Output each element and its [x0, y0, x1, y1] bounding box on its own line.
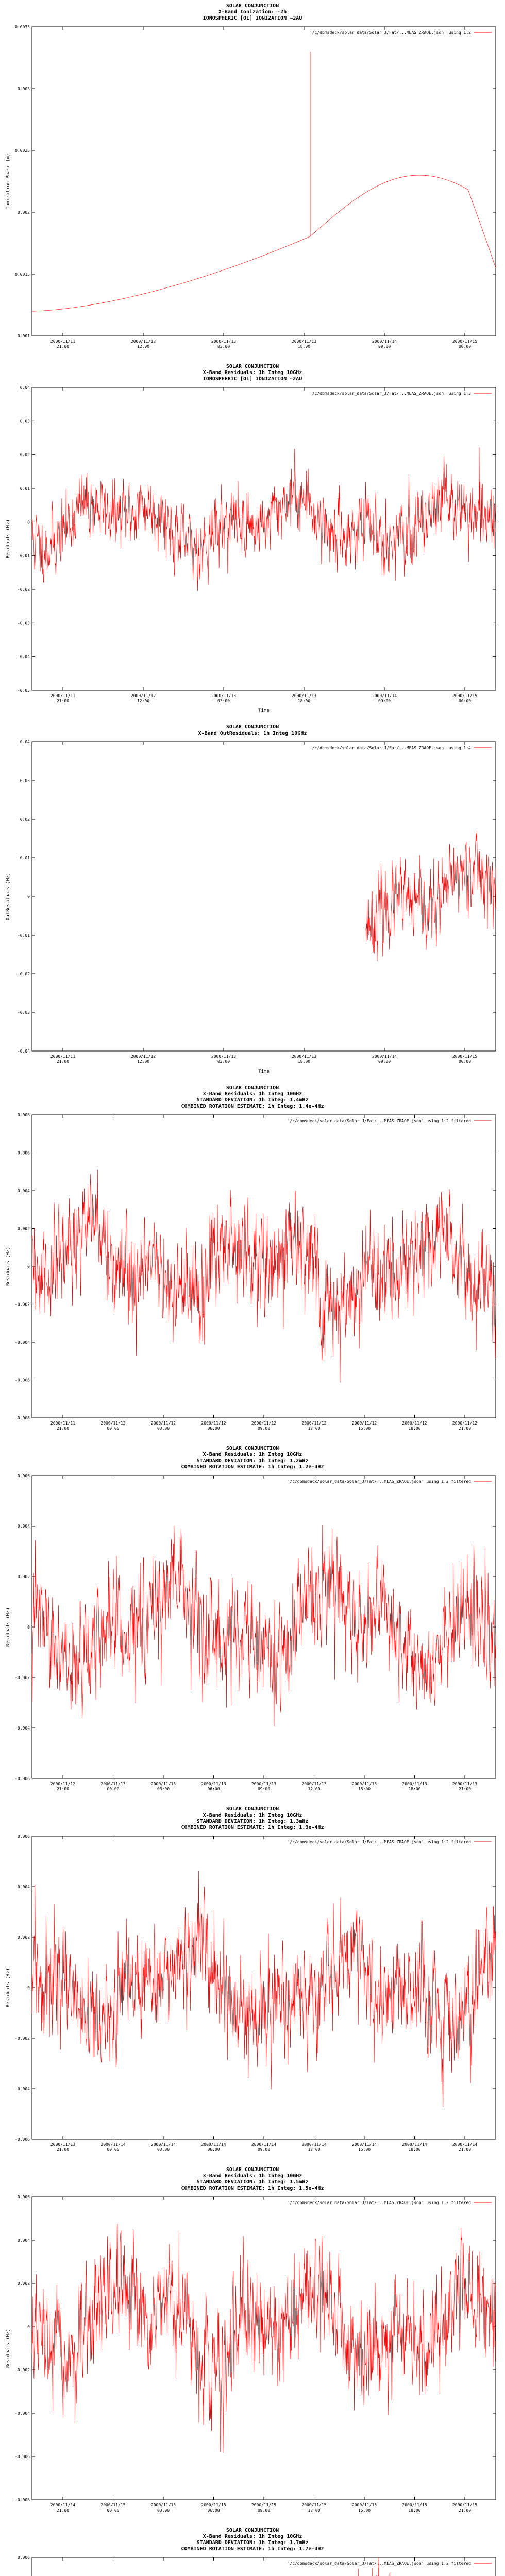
legend-label: '/c/dbmsdeck/solar_data/Solar_J/Fat/...MEAS_ZRAOE.json' using 1:2 filtered — [287, 1118, 471, 1123]
legend-label: '/c/dbmsdeck/solar_data/Solar_J/Fat/...MEAS_ZRAOE.json' using 1:2 filtered — [287, 2200, 471, 2205]
y-tick-label: -0.03 — [17, 621, 30, 626]
y-tick-label: 0.004 — [17, 2238, 30, 2243]
chart-title-line: IONOSPHERIC [OL] IONIZATION ~2AU — [203, 376, 302, 382]
x-tick-label: 2000/11/14 06:00 — [201, 2142, 226, 2152]
chart-title-line: X-Band Residuals: 1h Integ 10GHz — [203, 1091, 302, 1097]
y-tick-label: -0.006 — [15, 2137, 30, 2142]
y-tick-label: 0.006 — [17, 2555, 30, 2560]
x-tick-label: 2000/11/15 21:00 — [452, 2503, 478, 2513]
chart-svg — [0, 361, 505, 721]
x-tick-label: 2000/11/14 09:00 — [372, 1054, 397, 1064]
series-line — [32, 1525, 496, 1726]
y-tick-label: -0.006 — [15, 1776, 30, 1781]
chart-title-line: COMBINED ROTATION ESTIMATE: 1h Integ: 1.3e-4Hz — [181, 1825, 324, 1831]
x-tick-label: 2000/11/14 00:00 — [100, 2142, 126, 2152]
chart-panel — [0, 1082, 505, 1443]
x-tick-label: 2000/11/12 12:00 — [130, 1054, 156, 1064]
y-tick-label: 0.03 — [20, 778, 30, 783]
chart-title-line: COMBINED ROTATION ESTIMATE: 1h Integ: 1.2e-4Hz — [181, 1464, 324, 1470]
y-tick-label: 0.004 — [17, 1885, 30, 1889]
x-tick-label: 2000/11/15 00:00 — [100, 2503, 126, 2513]
chart-title-line: X-Band Residuals: 1h Integ 10GHz — [203, 1812, 302, 1818]
chart-title-line: SOLAR CONJUNCTION — [226, 1446, 279, 1451]
chart-title-line: X-Band OutResiduals: 1h Integ 10GHz — [198, 731, 307, 736]
x-tick-label: 2000/11/15 00:00 — [452, 1054, 478, 1064]
chart-title-line: SOLAR CONJUNCTION — [226, 724, 279, 730]
x-tick-label: 2000/11/14 15:00 — [351, 2142, 377, 2152]
x-tick-label: 2000/11/11 21:00 — [50, 1054, 76, 1064]
y-tick-label: 0.002 — [17, 1574, 30, 1579]
x-tick-label: 2000/11/12 12:00 — [130, 693, 156, 703]
chart-svg — [0, 0, 505, 361]
y-tick-label: 0.004 — [17, 1189, 30, 1193]
y-axis-label: Residuals (Hz) — [6, 1968, 11, 2007]
x-tick-label: 2000/11/13 09:00 — [251, 1782, 277, 1791]
chart-title-line: SOLAR CONJUNCTION — [226, 2167, 279, 2173]
y-tick-label: -0.04 — [17, 654, 30, 659]
x-tick-label: 2000/11/15 09:00 — [251, 2503, 277, 2513]
plot-frame — [32, 387, 496, 690]
y-axis-label: Residuals (Hz) — [6, 1607, 11, 1647]
x-tick-label: 2000/11/13 03:00 — [211, 1054, 237, 1064]
x-tick-label: 2000/11/12 06:00 — [201, 1421, 226, 1431]
y-tick-label: 0.01 — [20, 486, 30, 491]
chart-svg — [0, 2164, 505, 2524]
y-tick-label: 0.0025 — [15, 148, 30, 153]
y-tick-label: 0 — [27, 2325, 30, 2329]
x-tick-label: 2000/11/12 12:00 — [301, 1421, 327, 1431]
y-tick-label: 0.001 — [17, 334, 30, 338]
x-tick-label: 2000/11/13 21:00 — [50, 2142, 76, 2152]
chart-panel — [0, 2164, 505, 2524]
legend-label: '/c/dbmsdeck/solar_data/Solar_J/Fat/...MEAS_ZRAOE.json' using 1:2 filtered — [287, 2561, 471, 2566]
x-tick-label: 2000/11/11 21:00 — [50, 1421, 76, 1431]
series-line — [32, 2224, 496, 2453]
y-tick-label: 0.04 — [20, 385, 30, 390]
series-line — [366, 831, 496, 961]
y-tick-label: -0.03 — [17, 1010, 30, 1015]
x-tick-label: 2000/11/14 21:00 — [50, 2503, 76, 2513]
chart-title-line: SOLAR CONJUNCTION — [226, 1085, 279, 1091]
x-tick-label: 2000/11/11 21:00 — [50, 693, 76, 703]
x-tick-label: 2000/11/13 06:00 — [201, 1782, 226, 1791]
x-tick-label: 2000/11/12 00:00 — [100, 1421, 126, 1431]
y-tick-label: 0.002 — [17, 2281, 30, 2286]
y-tick-label: 0.004 — [17, 1524, 30, 1529]
chart-title-line: STANDARD DEVIATION: 1h Integ: 1.7mHz — [196, 2540, 309, 2546]
chart-title-line: STANDARD DEVIATION: 1h Integ: 1.2mHz — [196, 1458, 309, 1464]
x-tick-label: 2000/11/14 12:00 — [301, 2142, 327, 2152]
x-tick-label: 2000/11/12 12:00 — [130, 339, 156, 349]
y-tick-label: 0.002 — [17, 210, 30, 215]
x-tick-label: 2000/11/15 03:00 — [150, 2503, 176, 2513]
y-axis-label: Residuals (Hz) — [6, 1247, 11, 1286]
y-tick-label: 0 — [27, 894, 30, 899]
y-axis-label: Ionization Phase (m) — [6, 153, 11, 210]
y-tick-label: -0.006 — [15, 1378, 30, 1383]
y-tick-label: -0.004 — [15, 1340, 30, 1345]
y-tick-label: -0.05 — [17, 688, 30, 693]
y-tick-label: 0 — [27, 1986, 30, 1990]
x-tick-label: 2000/11/15 12:00 — [301, 2503, 327, 2513]
chart-title-line: COMBINED ROTATION ESTIMATE: 1h Integ: 1.4e-4Hz — [181, 1104, 324, 1109]
y-tick-label: 0 — [27, 1625, 30, 1630]
x-tick-label: 2000/11/14 03:00 — [150, 2142, 176, 2152]
chart-panel — [0, 1803, 505, 2164]
legend-label: '/c/dbmsdeck/solar_data/Solar_J/Fat/...MEAS_ZRAOE.json' using 1:4 — [309, 745, 471, 750]
series-line — [32, 52, 496, 311]
chart-title-line: STANDARD DEVIATION: 1h Integ: 1.4mHz — [196, 1097, 309, 1103]
y-tick-label: -0.02 — [17, 587, 30, 592]
y-tick-label: -0.006 — [15, 2454, 30, 2459]
y-tick-label: 0.006 — [17, 1834, 30, 1839]
chart-title-line: X-Band Residuals: 1h Integ 10GHz — [203, 2173, 302, 2179]
y-tick-label: 0.008 — [17, 1113, 30, 1117]
x-tick-label: 2000/11/14 21:00 — [452, 2142, 478, 2152]
y-axis-label: Residuals (Hz) — [6, 2329, 11, 2368]
legend-label: '/c/dbmsdeck/solar_data/Solar_J/Fat/...MEAS_ZRAOE.json' using 1:3 — [309, 391, 471, 396]
x-axis-label: Time — [258, 1069, 270, 1074]
x-tick-label: 2000/11/13 15:00 — [351, 1782, 377, 1791]
y-tick-label: -0.004 — [15, 2087, 30, 2091]
series-line — [32, 1871, 496, 2107]
legend-label: '/c/dbmsdeck/solar_data/Solar_J/Fat/...MEAS_ZRAOE.json' using 1:2 filtered — [287, 1840, 471, 1844]
y-axis-label: Residuals (Hz) — [6, 519, 11, 558]
y-tick-label: 0.04 — [20, 740, 30, 744]
y-tick-label: -0.002 — [15, 2036, 30, 2041]
chart-title-line: X-Band Residuals: 1h Integ 10GHz — [203, 1452, 302, 1458]
x-axis-label: Time — [258, 708, 270, 714]
plot-frame — [32, 742, 496, 1051]
chart-panel — [0, 2524, 505, 2576]
x-tick-label: 2000/11/13 12:00 — [301, 1782, 327, 1791]
y-tick-label: -0.01 — [17, 933, 30, 938]
y-tick-label: -0.01 — [17, 553, 30, 558]
x-tick-label: 2000/11/12 03:00 — [150, 1421, 176, 1431]
y-tick-label: 0 — [27, 520, 30, 525]
chart-title-line: COMBINED ROTATION ESTIMATE: 1h Integ: 1.5e-4Hz — [181, 2185, 324, 2191]
y-tick-label: -0.008 — [15, 2498, 30, 2502]
x-tick-label: 2000/11/13 18:00 — [291, 693, 317, 703]
chart-title-line: SOLAR CONJUNCTION — [226, 2528, 279, 2533]
x-tick-label: 2000/11/12 15:00 — [351, 1421, 377, 1431]
x-tick-label: 2000/11/13 18:00 — [291, 1054, 317, 1064]
chart-svg — [0, 1443, 505, 1803]
x-tick-label: 2000/11/12 18:00 — [402, 1421, 427, 1431]
y-tick-label: 0.0035 — [15, 25, 30, 29]
x-tick-label: 2000/11/15 06:00 — [201, 2503, 226, 2513]
y-tick-label: 0.02 — [20, 817, 30, 822]
x-tick-label: 2000/11/14 09:00 — [251, 2142, 277, 2152]
y-tick-label: 0.03 — [20, 419, 30, 424]
x-tick-label: 2000/11/14 09:00 — [372, 693, 397, 703]
chart-panel — [0, 361, 505, 721]
chart-title-line: X-Band Ionization: ~2h — [218, 9, 287, 15]
x-tick-label: 2000/11/15 15:00 — [351, 2503, 377, 2513]
x-tick-label: 2000/11/11 21:00 — [50, 339, 76, 349]
x-tick-label: 2000/11/12 21:00 — [50, 1782, 76, 1791]
chart-title-line: STANDARD DEVIATION: 1h Integ: 1.5mHz — [196, 2179, 309, 2185]
x-tick-label: 2000/11/15 00:00 — [452, 693, 478, 703]
y-tick-label: 0.0015 — [15, 272, 30, 277]
chart-title-line: SOLAR CONJUNCTION — [226, 364, 279, 369]
y-tick-label: 0.02 — [20, 452, 30, 457]
chart-title-line: COMBINED ROTATION ESTIMATE: 1h Integ: 1.7e-4Hz — [181, 2546, 324, 2552]
y-tick-label: -0.002 — [15, 1675, 30, 1680]
y-tick-label: 0.003 — [17, 87, 30, 91]
chart-panel — [0, 721, 505, 1082]
chart-title-line: IONOSPHERIC [OL] IONIZATION ~2AU — [203, 15, 302, 21]
x-tick-label: 2000/11/13 03:00 — [150, 1782, 176, 1791]
x-tick-label: 2000/11/12 09:00 — [251, 1421, 277, 1431]
x-tick-label: 2000/11/13 21:00 — [452, 1782, 478, 1791]
series-line — [32, 447, 496, 591]
chart-title-line: STANDARD DEVIATION: 1h Integ: 1.3mHz — [196, 1819, 309, 1824]
y-tick-label: 0.01 — [20, 856, 30, 860]
y-tick-label: 0.002 — [17, 1935, 30, 1940]
y-tick-label: -0.002 — [15, 1302, 30, 1307]
plot-frame — [32, 1476, 496, 1778]
x-tick-label: 2000/11/12 21:00 — [452, 1421, 478, 1431]
chart-panel — [0, 1443, 505, 1803]
legend-label: '/c/dbmsdeck/solar_data/Solar_J/Fat/...MEAS_ZRAOE.json' using 1:2 — [309, 30, 471, 35]
x-tick-label: 2000/11/13 00:00 — [100, 1782, 126, 1791]
chart-title-line: SOLAR CONJUNCTION — [226, 1806, 279, 1812]
y-tick-label: -0.004 — [15, 2411, 30, 2416]
x-tick-label: 2000/11/13 03:00 — [211, 339, 237, 349]
y-tick-label: 0.002 — [17, 1226, 30, 1231]
chart-svg — [0, 721, 505, 1082]
x-tick-label: 2000/11/13 18:00 — [402, 1782, 427, 1791]
chart-svg — [0, 1082, 505, 1443]
y-axis-label: OutResiduals (Hz) — [6, 872, 11, 921]
y-tick-label: 0 — [27, 1264, 30, 1269]
y-tick-label: 0.006 — [17, 1473, 30, 1478]
y-tick-label: -0.008 — [15, 1416, 30, 1420]
x-tick-label: 2000/11/14 09:00 — [372, 339, 397, 349]
x-tick-label: 2000/11/15 18:00 — [402, 2503, 427, 2513]
y-tick-label: 0.006 — [17, 2195, 30, 2199]
chart-panel — [0, 0, 505, 361]
chart-svg — [0, 2524, 505, 2576]
plot-frame — [32, 27, 496, 336]
chart-svg — [0, 1803, 505, 2164]
y-tick-label: 0.006 — [17, 1150, 30, 1156]
chart-title-line: X-Band Residuals: 1h Integ 10GHz — [203, 370, 302, 376]
x-tick-label: 2000/11/15 00:00 — [452, 339, 478, 349]
chart-title-line: SOLAR CONJUNCTION — [226, 3, 279, 9]
x-tick-label: 2000/11/14 18:00 — [402, 2142, 427, 2152]
series-line — [32, 1170, 496, 1383]
chart-title-line: X-Band Residuals: 1h Integ 10GHz — [203, 2534, 302, 2539]
y-tick-label: -0.02 — [17, 972, 30, 976]
x-tick-label: 2000/11/13 03:00 — [211, 693, 237, 703]
y-tick-label: -0.04 — [17, 1049, 30, 1054]
legend-label: '/c/dbmsdeck/solar_data/Solar_J/Fat/...MEAS_ZRAOE.json' using 1:2 filtered — [287, 1479, 471, 1484]
y-tick-label: -0.004 — [15, 1726, 30, 1731]
y-tick-label: -0.002 — [15, 2368, 30, 2372]
x-tick-label: 2000/11/13 18:00 — [291, 339, 317, 349]
